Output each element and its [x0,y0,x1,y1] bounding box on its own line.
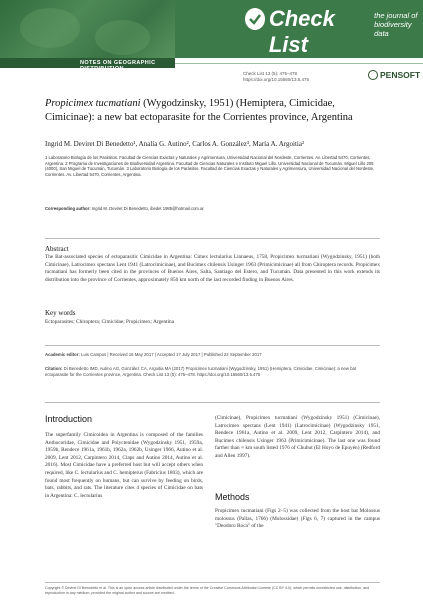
tagline-line-2: biodiversity data [374,20,412,38]
title-rest: (Wygodzinsky, 1951) (Hemiptera, Cimicidae, Cimicinae): a new bat ectoparasite for the Corrientes province, Argentina [45,98,353,123]
issue-meta [243,71,309,83]
tagline-line-1: the journal of [374,11,418,20]
introduction-text-right: (Cimicinae), Propicimex tucmatiani (Wygodzinsky 1951) (Cimicinae), Latrocimex spectans (Lent 1941) (Latrocimicinae) (Wygodzinsky 1951, Rendece 1961a, Autino et al. 2009, Lent 2012, Carpintero 2014), and Bucimex chilensis Usinger 1963 (Primicimicinae). The last one was found farther than ≈ km south listed 1976 of Chubut (El Hoyo de Epuyén) (Redford and Allen 1997). [215,415,380,459]
section-label: NOTES ON GEOGRAPHIC DISTRIBUTION [80,60,156,72]
article-dates [45,352,380,357]
divider [45,582,380,583]
methods-heading: Methods [215,492,250,502]
divider [45,238,380,239]
journal-name: Check List [268,6,335,57]
check-icon [245,8,265,30]
divider [45,402,380,403]
pensoft-icon [368,70,378,80]
corresponding-label: Corresponding author: [45,206,91,211]
corresponding-author [45,206,385,211]
abstract-heading: Abstract [45,245,69,253]
divider [175,63,423,64]
citation-text: Di Benedetto IMD, Autino AG, González CA, Argoitia MA (2017) Propicimex tucmatiani (Wygodzinsky, 1951) (Hemiptera, Cimicidae, Cimicinae): a new bat ectoparasite for the Corrientes province, Argentina. Check List 13 (5): 475–478. https://doi.org/10.15560/13.5.475 [45,366,357,377]
dates-text: Luis Campos | Received 16 May 2017 | Accepted 17 July 2017 | Published 22 September 2017 [79,352,262,357]
introduction-text-left: The superfamily Cimicoidea in Argentina is composed of the families Anthocoridae, Cimicidae and Polyctenidae (Wygodzinsky 1951, 1959a, 1959b, Rendece 1961a, 1961b, 1962a, 1962b, Usinger 1966, Autino et al. 2009, Lent 2012, Carpintero 2014, Claps and Autino 2014, Autino et al. 2016). Most Cimicidae have a preferred host but will accept others when required, like C. lectularius and C. hemipterus (Fabricius 1803), which are found most frequently on humans, but can survive by feeding on birds, bats, rabbits, and rats. The literature cites 4 species of Cimicidae on bats in Argentina: C. lectularius [45,432,203,499]
publisher-name: PENSOFT [380,70,421,80]
introduction-heading: Introduction [45,414,93,424]
keywords-text: Ectoparasites; Chiroptera; Cimicidae; Propicimex; Argentina [45,319,175,325]
journal-logo[interactable] [245,6,423,58]
abstract-text: The Bat-associated species of ectoparasitic Cimicidae in Argentina: Cimex lectularius Linnaeus, 1758, Propicimex tucmatiani (Wygodzinsky, 1951) (both Cimicinae), Latrocimex spectans Lent 1941 (Latrocimicinae), and Bucimex chilensis Usinger 1963 (Primicimicinae) all from Chiroptera records. Propicimex tucmatiani has formerly been cited in the provinces of Buenos Aires, Salta, Santiago del Estero, and Tucumán. Data presented in this work extends its distribution into the province of Corrientes, approximately 850 km north of the last recorded finding in Buenos Aires. [45,254,380,283]
journal-header [0,0,423,58]
citation-label: Citation: [45,366,63,371]
doi-link[interactable]: https://doi.org/10.15560/13.5.475 [243,77,310,82]
dates-label: Academic editor: [45,352,80,357]
affiliations: 1 Laboratorio Biología de los Parásitos. Facultad de Ciencias Exactas y Naturales y Agrimensura, Universidad Nacional del Nordeste, Corrientes. Av. Libertad 5470, Corrientes, Argentina. 2 Programa de Investigaciones de Biodiversidad Argentina. Facultad de Ciencias Naturales e Instituto Miguel Lillo. Universidad Nacional de Tucumán. Miguel Lillo 205 (4000), San Miguel de Tucumán, Tucumán. 3 Laboratorio Biología de los Parásitos. Facultad de Ciencias Exactas y Naturales y Agrimensura, Universidad Nacional del Nordeste, Corrientes. Av. Libertad 5470, Corrientes, Argentina. [45,155,375,177]
methods-text: Propicimex tucmatiani (Figs 2–5) was collected from the host bat Molossus molossus (Pallas, 1766) (Molossidae) (Figs 6, 7) captured in the campus "Deodoro Roca" of the [215,508,380,530]
article-title [45,97,385,125]
issue-line: Check List 13 (5): 475–478 [243,71,298,76]
header-decoration [95,20,150,55]
keywords-heading: Key words [45,309,76,317]
authors: Ingrid M. Deviret Di Benedetto¹, Analía G. Autino², Carlos A. González³, María A. Argoitia² [45,140,305,148]
citation [45,366,380,378]
section-bar [0,58,175,72]
title-species: Propicimex tucmatiani [45,98,141,109]
copyright-footer: Copyright © Deviret Di Benedetto et al. This is an open access article distributed under the terms of the Creative Commons Attribution License (CC BY 4.0), which permits unrestricted use, distribution, and reproduction in any medium, provided the original author and source are credited. [45,586,370,595]
journal-tagline [374,11,423,38]
publisher-logo[interactable] [368,70,420,80]
corresponding-text[interactable]: Ingrid M. Deviret Di Benedetto, ibedet 1985@hotmail.com.ar [90,206,204,211]
divider [45,345,380,346]
header-decoration [20,8,80,48]
